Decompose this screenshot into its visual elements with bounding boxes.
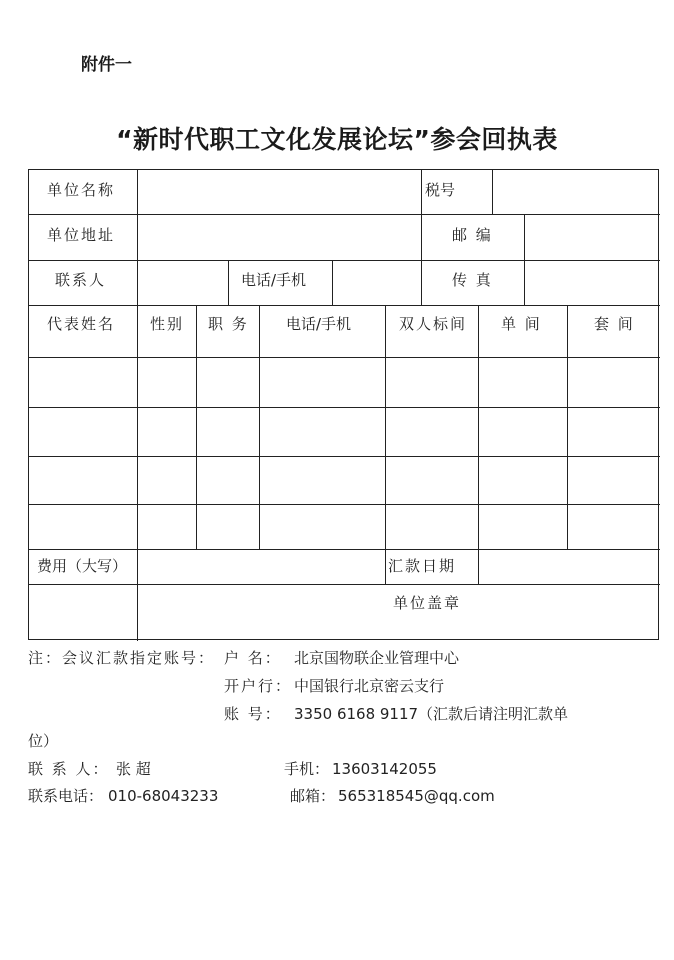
account-name: 北京国物联企业管理中心 xyxy=(294,649,460,667)
mobile-label: 手机： xyxy=(284,760,330,778)
column-header: 代表姓名 xyxy=(47,315,116,333)
col-divider xyxy=(524,214,525,305)
contact-person-label: 联系人 xyxy=(55,271,107,289)
col-divider xyxy=(492,170,493,214)
row-divider xyxy=(29,549,660,550)
unit-name-label: 单位名称 xyxy=(47,181,116,199)
fee-uppercase-label: 费用（大写） xyxy=(37,557,128,575)
email-label: 邮箱： xyxy=(290,787,336,805)
account-number-label: 账 号： xyxy=(224,705,282,723)
email-address: 565318545@qq.com xyxy=(338,787,495,805)
row-divider xyxy=(29,407,660,408)
column-header: 单 间 xyxy=(501,315,542,333)
column-header: 电话/手机 xyxy=(286,315,352,333)
column-header: 双人标间 xyxy=(399,315,468,333)
row-divider xyxy=(29,456,660,457)
col-divider xyxy=(228,260,229,305)
row-divider xyxy=(29,357,660,358)
col-divider xyxy=(421,170,422,305)
tel-number: 010-68043233 xyxy=(108,787,219,805)
col-divider xyxy=(478,305,479,584)
column-header: 套 间 xyxy=(594,315,635,333)
col-divider xyxy=(385,305,386,584)
account-name-label: 户 名： xyxy=(224,649,282,667)
contact-name: 张 超 xyxy=(116,760,151,778)
attachment-label: 附件一 xyxy=(81,55,132,75)
bank-name: 中国银行北京密云支行 xyxy=(294,677,445,695)
bank-label: 开户行： xyxy=(224,677,293,695)
postcode-label: 邮 编 xyxy=(452,226,493,244)
account-number: 3350 6168 9117（汇款后请注明汇款单 xyxy=(294,705,569,723)
row-divider xyxy=(29,305,660,306)
unit-seal-label: 单位盖章 xyxy=(393,594,462,612)
col-divider xyxy=(567,305,568,549)
phone-mobile-label: 电话/手机 xyxy=(241,271,307,289)
page-title: “新时代职工文化发展论坛”参会回执表 xyxy=(116,125,558,154)
row-divider xyxy=(29,504,660,505)
unit-address-label: 单位地址 xyxy=(47,226,116,244)
column-header: 性别 xyxy=(150,315,185,333)
registration-form-table xyxy=(28,169,659,640)
remit-date-label: 汇款日期 xyxy=(388,557,457,575)
col-divider xyxy=(196,305,197,549)
column-header: 职 务 xyxy=(208,315,249,333)
notes-intro: 注：会议汇款指定账号： xyxy=(28,649,216,667)
account-number-cont: 位） xyxy=(28,732,59,750)
row-divider xyxy=(29,260,660,261)
row-divider xyxy=(29,584,660,585)
fax-label: 传 真 xyxy=(452,271,493,289)
col-divider xyxy=(259,305,260,549)
mobile-number: 13603142055 xyxy=(332,760,437,778)
row-divider xyxy=(29,214,660,215)
col-divider xyxy=(137,170,138,641)
col-divider xyxy=(332,260,333,305)
tax-number-label: 税号 xyxy=(425,181,456,199)
contact-label: 联 系 人： xyxy=(28,760,110,778)
tel-label: 联系电话： xyxy=(28,787,104,805)
